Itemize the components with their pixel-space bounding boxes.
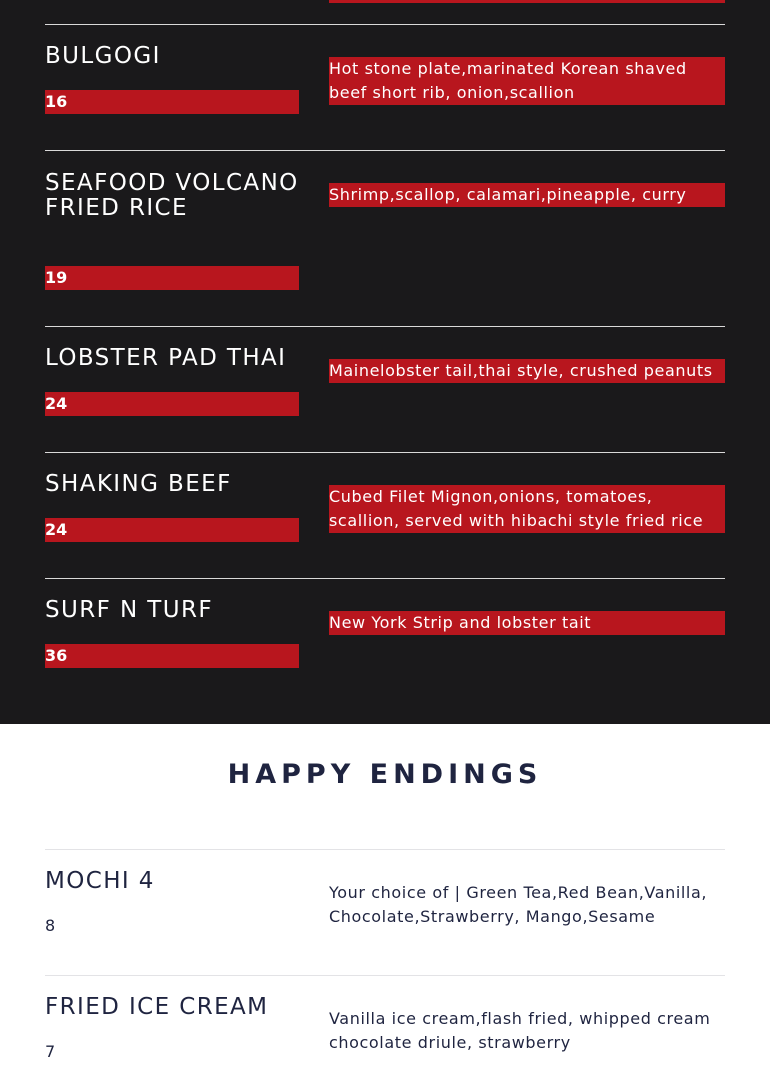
- item-price: 36: [45, 644, 299, 668]
- divider: [45, 975, 725, 976]
- item-description: Hot stone plate,marinated Korean shaved beef short rib, onion,scallion: [329, 57, 725, 105]
- item-description: Mainelobster tail,thai style, crushed peanuts: [329, 359, 725, 383]
- item-name: LOBSTER PAD THAI: [45, 345, 287, 371]
- divider: [45, 326, 725, 327]
- item-name: SHAKING BEEF: [45, 471, 232, 497]
- item-price: 8: [45, 916, 56, 935]
- item-price: 7: [45, 1042, 56, 1061]
- happy-endings-section: [0, 724, 770, 1090]
- previous-item-description-highlight: [329, 0, 725, 3]
- item-description: Vanilla ice cream,flash fried, whipped cream chocolate driule, strawberry: [329, 1009, 711, 1052]
- item-price: 16: [45, 90, 299, 114]
- item-name: SURF N TURF: [45, 597, 213, 623]
- item-description: New York Strip and lobster tait: [329, 611, 725, 635]
- item-price: 24: [45, 518, 299, 542]
- item-name: BULGOGI: [45, 43, 161, 69]
- item-price: 19: [45, 266, 299, 290]
- divider: [45, 24, 725, 25]
- item-description: Your choice of | Green Tea,Red Bean,Vanilla, Chocolate,Strawberry, Mango,Sesame: [329, 883, 708, 926]
- divider: [45, 150, 725, 151]
- item-price: 24: [45, 392, 299, 416]
- section-title: HAPPY ENDINGS: [227, 759, 543, 790]
- item-description: Shrimp,scallop, calamari,pineapple, curry: [329, 183, 725, 207]
- item-name: SEAFOOD VOLCANO FRIED RICE: [45, 170, 299, 221]
- item-name: FRIED ICE CREAM: [45, 994, 269, 1020]
- item-name: MOCHI 4: [45, 868, 155, 894]
- divider: [45, 849, 725, 850]
- divider: [45, 578, 725, 579]
- item-description: Cubed Filet Mignon,onions, tomatoes, scallion, served with hibachi style fried rice: [329, 485, 725, 533]
- divider: [45, 452, 725, 453]
